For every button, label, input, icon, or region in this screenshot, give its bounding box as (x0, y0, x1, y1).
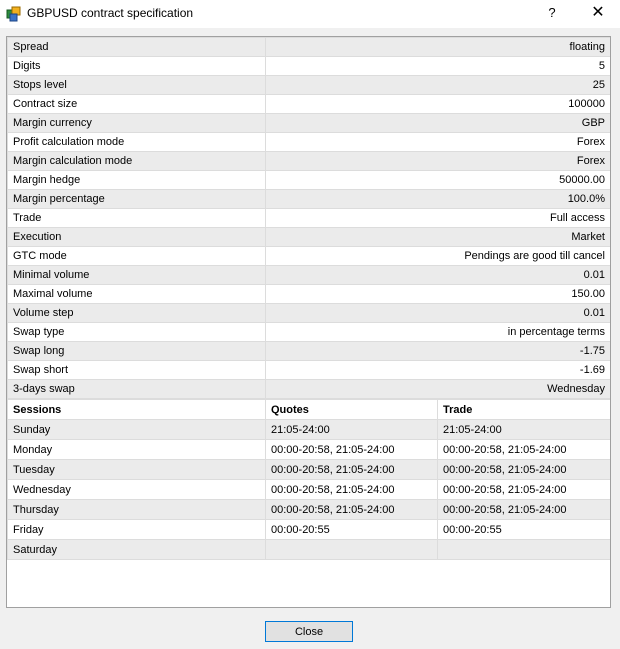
session-trade: 00:00-20:58, 21:05-24:00 (438, 480, 611, 500)
spec-label: Margin calculation mode (8, 152, 266, 171)
spec-label: Stops level (8, 76, 266, 95)
session-day: Friday (8, 520, 266, 540)
spec-value: Full access (266, 209, 611, 228)
spec-row (8, 304, 611, 323)
session-day: Sunday (8, 420, 266, 440)
session-day: Tuesday (8, 460, 266, 480)
session-trade: 00:00-20:55 (438, 520, 611, 540)
spec-row (8, 114, 611, 133)
spec-row (8, 57, 611, 76)
spec-label: Margin currency (8, 114, 266, 133)
spec-label: Margin hedge (8, 171, 266, 190)
spec-value: 100.0% (266, 190, 611, 209)
session-trade: 00:00-20:58, 21:05-24:00 (438, 500, 611, 520)
session-day: Thursday (8, 500, 266, 520)
title-bar (0, 0, 620, 28)
spec-row (8, 285, 611, 304)
session-row (8, 500, 611, 520)
session-quotes: 00:00-20:58, 21:05-24:00 (266, 480, 438, 500)
spec-value: floating (266, 38, 611, 57)
spec-value: 25 (266, 76, 611, 95)
session-quotes: 00:00-20:55 (266, 520, 438, 540)
sessions-header-cell: Sessions (8, 400, 266, 420)
spec-value: 0.01 (266, 266, 611, 285)
session-day: Wednesday (8, 480, 266, 500)
spec-label: Swap short (8, 361, 266, 380)
spec-row (8, 380, 611, 399)
close-button[interactable]: Close (265, 621, 353, 642)
spec-label: Volume step (8, 304, 266, 323)
session-row (8, 420, 611, 440)
session-quotes: 00:00-20:58, 21:05-24:00 (266, 460, 438, 480)
spec-row (8, 228, 611, 247)
spec-value: GBP (266, 114, 611, 133)
spec-label: Contract size (8, 95, 266, 114)
session-trade: 00:00-20:58, 21:05-24:00 (438, 440, 611, 460)
spec-row (8, 171, 611, 190)
spec-row (8, 38, 611, 57)
sessions-table (7, 399, 611, 560)
session-row (8, 540, 611, 560)
spec-row (8, 247, 611, 266)
session-trade (438, 540, 611, 560)
spec-value: Forex (266, 133, 611, 152)
session-quotes: 00:00-20:58, 21:05-24:00 (266, 500, 438, 520)
spec-value: in percentage terms (266, 323, 611, 342)
session-row (8, 480, 611, 500)
spec-value: 50000.00 (266, 171, 611, 190)
session-trade: 21:05-24:00 (438, 420, 611, 440)
sessions-header-row (8, 400, 611, 420)
session-day: Monday (8, 440, 266, 460)
spec-value: Wednesday (266, 380, 611, 399)
spec-row (8, 76, 611, 95)
spec-label: GTC mode (8, 247, 266, 266)
spec-label: Swap type (8, 323, 266, 342)
spec-label: Execution (8, 228, 266, 247)
spec-row (8, 133, 611, 152)
spec-value: Pendings are good till cancel (266, 247, 611, 266)
spec-row (8, 323, 611, 342)
spec-value: Forex (266, 152, 611, 171)
sessions-header-cell: Trade (438, 400, 611, 420)
close-icon[interactable]: ✕ (591, 4, 605, 21)
spec-row (8, 190, 611, 209)
session-day: Saturday (8, 540, 266, 560)
spec-row (8, 95, 611, 114)
spec-value: 150.00 (266, 285, 611, 304)
spec-row (8, 152, 611, 171)
spec-row (8, 342, 611, 361)
spec-label: Trade (8, 209, 266, 228)
session-trade: 00:00-20:58, 21:05-24:00 (438, 460, 611, 480)
spec-value: Market (266, 228, 611, 247)
sessions-header-cell: Quotes (266, 400, 438, 420)
spec-value: -1.69 (266, 361, 611, 380)
spec-table (7, 37, 611, 399)
spec-label: Swap long (8, 342, 266, 361)
session-quotes (266, 540, 438, 560)
session-quotes: 00:00-20:58, 21:05-24:00 (266, 440, 438, 460)
spec-row (8, 361, 611, 380)
spec-row (8, 209, 611, 228)
session-row (8, 520, 611, 540)
spec-label: Spread (8, 38, 266, 57)
spec-label: Margin percentage (8, 190, 266, 209)
session-row (8, 460, 611, 480)
spec-row (8, 266, 611, 285)
spec-value: 5 (266, 57, 611, 76)
spec-value: 0.01 (266, 304, 611, 323)
spec-label: 3-days swap (8, 380, 266, 399)
app-icon (6, 6, 22, 22)
spec-label: Profit calculation mode (8, 133, 266, 152)
specification-panel (6, 36, 611, 608)
help-button[interactable]: ? (548, 5, 556, 20)
spec-label: Minimal volume (8, 266, 266, 285)
spec-label: Maximal volume (8, 285, 266, 304)
spec-label: Digits (8, 57, 266, 76)
spec-value: 100000 (266, 95, 611, 114)
window-title: GBPUSD contract specification (27, 6, 194, 20)
session-row (8, 440, 611, 460)
spec-value: -1.75 (266, 342, 611, 361)
session-quotes: 21:05-24:00 (266, 420, 438, 440)
